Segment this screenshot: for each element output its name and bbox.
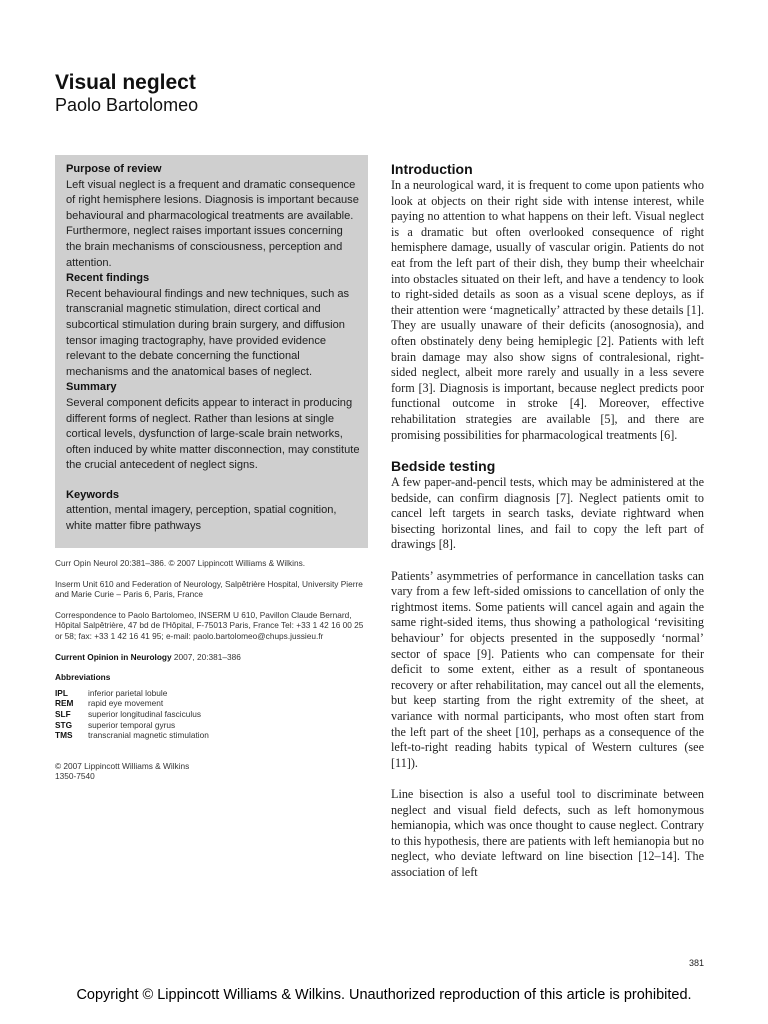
abbreviation-meaning: transcranial magnetic stimulation [88,730,209,741]
page-number: 381 [688,958,704,968]
article-title: Visual neglect [55,71,196,94]
issn: 1350-7540 [55,771,95,782]
abbreviation-term: TMS [55,730,73,741]
abbreviation-row [55,730,370,741]
abbreviation-row [55,720,370,731]
summary-text: Several component deficits appear to interact in producing different forms of neglect. Rather than lesions at single cortical levels, dysfunction of large-scale brain networks, often induced by white matter disconnection, may constitute the crucial antecedent of neglect signs. [66,396,360,472]
article-author: Paolo Bartolomeo [55,95,199,115]
abbreviation-row [55,688,370,699]
bedside-paragraph-3: Line bisection is also a useful tool to discriminate between neglect and visual field defects, such as left homonymous hemianopia, which was once thought to cause neglect. Contrary to this hypothesis, there are patients with left hemianopia but no neglect, who deviate leftward on line bisection [12–14]. The association of left [391,786,704,879]
article-metadata [55,558,370,782]
bedside-testing-heading: Bedside testing [391,458,496,475]
findings-heading: Recent findings [66,272,150,285]
abbreviation-meaning: superior temporal gyrus [88,719,176,730]
abbreviation-term: STG [55,719,73,730]
abbreviation-term: IPL [55,687,68,698]
abbreviations-title: Abbreviations [55,672,111,683]
abbreviation-meaning: superior longitudinal fasciculus [88,708,201,719]
keywords-heading: Keywords [66,488,120,501]
journal-reference [55,652,370,663]
body-column [391,160,704,881]
findings-text: Recent behavioural findings and new techniques, such as transcranial magnetic stimulation, direct cortical and subcortical stimulation during brain surgery, and diffusion tensor imaging tractography, have provided evidence relevant to the debate concerning the functional mechanisms and the anatomical bases of neglect. [66,287,350,378]
summary-heading: Summary [66,381,117,394]
journal-name: Current Opinion in Neurology [55,651,172,662]
introduction-text: In a neurological ward, it is frequent to come upon patients who look at objects on their right side with intense interest, while paying no attention to what happens on their left. Visual neglect is a dramatic but often overlooked consequence of right hemisphere damage, usually of vascular origin. Patients do not eat from the left part of their dish, they bump their wheelchair into obstacles situated on their left, and have a tendency to look to right-sided details as soon as a visual scene deploys, as if their attention were ‘magnetically’ attracted by these details [1]. They are usually unaware of their deficits (anosognosia), and often obstinately deny being hemiplegic [2]. Patients with left brain damage may also show signs of contralesional, right-sided neglect, albeit more rarely and usually in a less severe form [3]. Diagnosis is important, because neglect predicts poor functional outcome in stroke [4]. Moreover, effective rehabilitation strategies are available [5], and there are promising possibilities for pharmacological treatments [6]. [391,178,704,442]
abstract-box [55,155,368,548]
correspondence: Correspondence to Paolo Bartolomeo, INSERM U 610, Pavillon Claude Bernard, Hôpital Salpêtrière, 47 bd de l'Hôpital, F-75013 Paris, France Tel: +33 1 42 16 00 25 or 58; fax: +33 1 42 16 41 95; e-mail: paolo.bartolomeo@chups.jussieu.fr [55,609,364,641]
keywords-text: attention, mental imagery, perception, spatial cognition, white matter fibre pathways [66,504,337,533]
abbreviation-meaning: rapid eye movement [88,698,164,709]
abbreviation-meaning: inferior parietal lobule [88,687,168,698]
abbreviation-row [55,698,370,709]
citation-line: Curr Opin Neurol 20:381–386. © 2007 Lippincott Williams & Wilkins. [55,558,306,568]
affiliation: Inserm Unit 610 and Federation of Neurology, Salpêtrière Hospital, University Pierre and Marie Curie – Paris 6, Paris, France [55,578,363,600]
copyright-notice: Copyright © Lippincott Williams & Wilkins. Unauthorized reproduction of this article is prohibited. [76,987,692,1003]
bedside-paragraph-1: A few paper-and-pencil tests, which may be administered at the bedside, can confirm diagnosis [7]. Neglect patients omit to cancel left targets in search tasks, deviate rightward when bisecting horizontal lines, and fail to copy the left part of drawings [8]. [391,475,704,552]
purpose-heading: Purpose of review [66,163,162,175]
abbreviation-term: SLF [55,708,71,719]
bedside-paragraph-2: Patients’ asymmetries of performance in cancellation tasks can vary from a few left-sided omissions to cancellation of only the rightmost items. Some patients will cancel again and again the same right-sided items, thus showing a pathological ‘revisiting behaviour’ for objects presented in the supposedly ‘normal’ sector of space [9]. Patients who can compensate for their deficit to some extent, either as a result of spontaneous recovery or after rehabilitation, may cancel out all the elements, but keep starting from the right extremity of the sheet, at variance with normal participants, who most often start from the left part of the sheet [10], perhaps as a consequence of the left-to-right reading habits typical of Western cultures (see [11]). [391,568,704,770]
journal-ref: 2007, 20:381–386 [171,651,241,662]
abbreviation-term: REM [55,698,74,709]
copyright-line: © 2007 Lippincott Williams & Wilkins [55,760,190,771]
abbreviation-row [55,709,370,720]
introduction-heading: Introduction [391,161,473,177]
purpose-text: Left visual neglect is a frequent and dramatic consequence of right hemisphere lesions. Diagnosis is important because behavioural and pharmacological treatments are available. Furthermore, neglect raises important issues concerning the brain mechanisms of consciousness, perception and attention. [66,178,359,269]
